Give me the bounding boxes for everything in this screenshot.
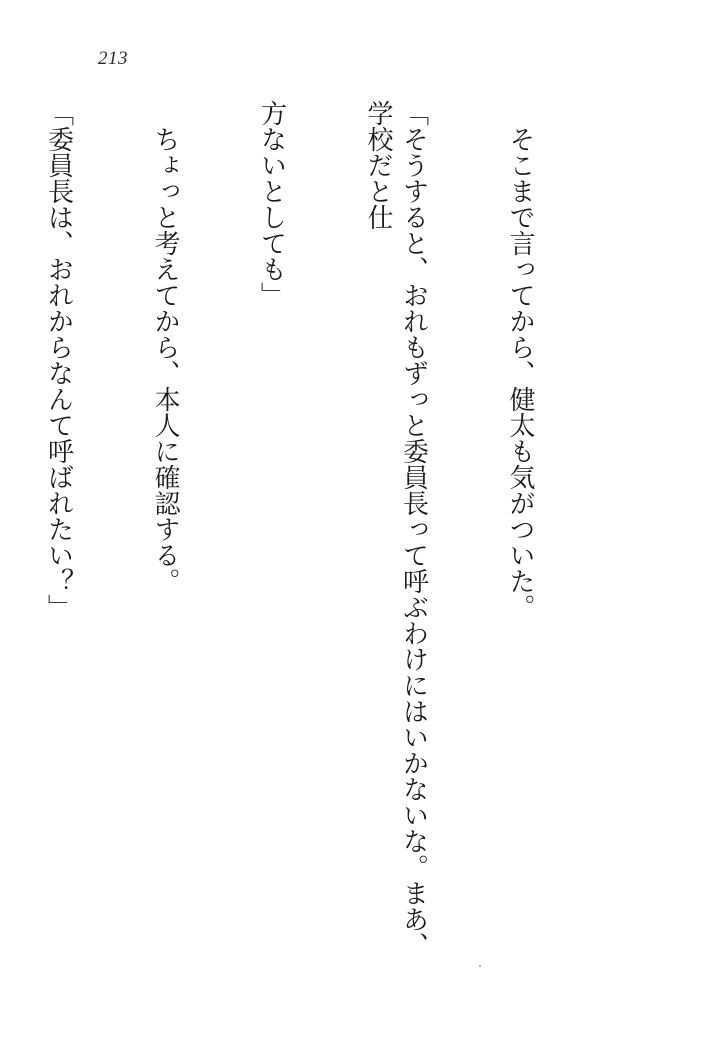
text-line: ちょっと考えてから、本人に確認する。	[150, 100, 180, 594]
text-line: 「そうすると、おれもずっと委員長って呼ぶわけにはいかないな。まあ、学校だと仕	[363, 100, 429, 958]
text-line: そこまで言ってから、健太も気がついた。	[505, 100, 535, 620]
page-number: 213	[98, 48, 128, 69]
text-line: 「委員長は、おれからなんて呼ばれたい？」	[43, 100, 74, 620]
scan-speck	[479, 965, 481, 967]
text-line: 方ないとしても」	[256, 100, 287, 308]
vertical-text-body	[0, 100, 608, 980]
